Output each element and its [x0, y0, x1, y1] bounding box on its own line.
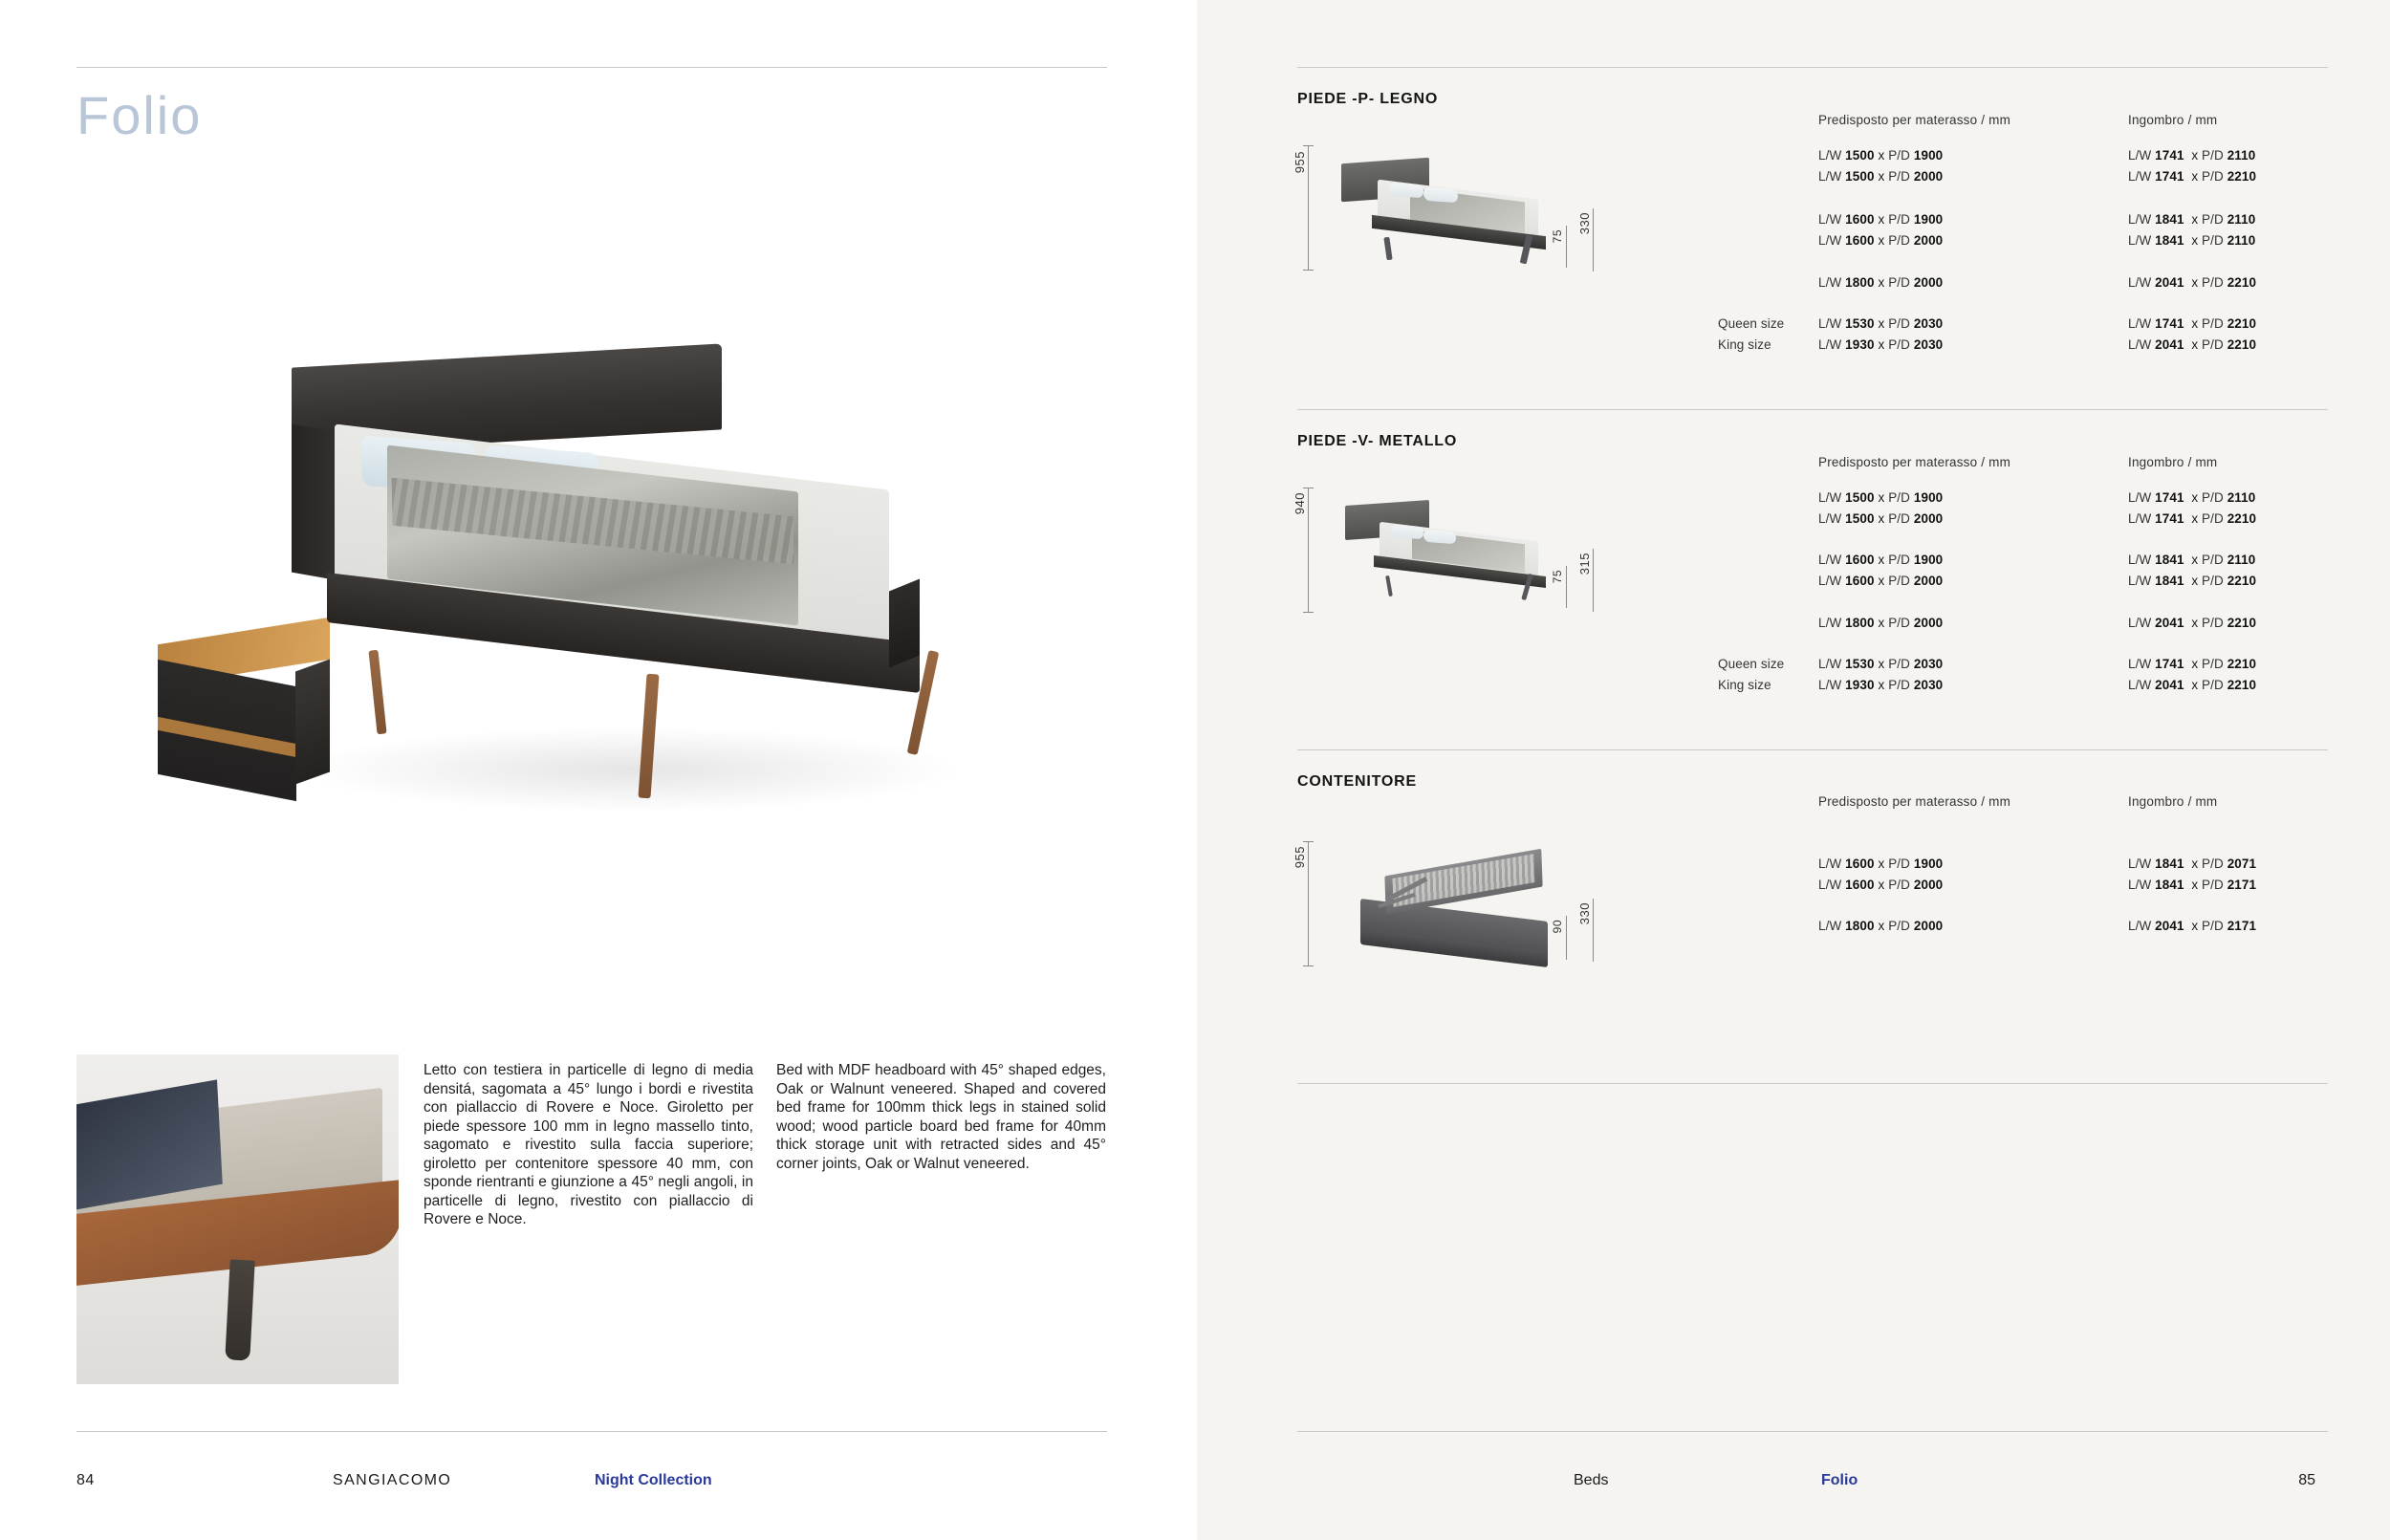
spec-row: L/W 1930 x P/D 2030	[1818, 337, 1944, 352]
description-italian	[424, 1061, 753, 1229]
frame-dimension-1: 75	[1551, 229, 1564, 244]
right-page	[1197, 0, 2390, 1540]
height-dimension-1: 955	[1293, 151, 1307, 174]
collection-name[interactable]: Night Collection	[595, 1472, 712, 1488]
page-title: Folio	[76, 85, 203, 145]
column-header-overall-3: Ingombro / mm	[2128, 794, 2218, 809]
floor-shadow	[296, 727, 966, 813]
title-rule	[76, 67, 1107, 68]
spec-row: L/W 1741 x P/D 2210	[2128, 316, 2257, 331]
footer-rule-right	[1297, 1431, 2328, 1432]
dim-tick	[1303, 270, 1314, 271]
spec-row: L/W 1800 x P/D 2000	[1818, 919, 1944, 933]
section-title-piede-p-legno: PIEDE -P- LEGNO	[1297, 91, 1439, 107]
spec-row: L/W 1500 x P/D 1900	[1818, 148, 1944, 163]
section-rule-3	[1297, 749, 2328, 750]
spec-row: L/W 1841 x P/D 2171	[2128, 878, 2257, 892]
spec-row: L/W 1530 x P/D 2030	[1818, 316, 1944, 331]
spec-row: L/W 1841 x P/D 2110	[2128, 553, 2256, 567]
frame-dimension-line-2	[1566, 566, 1567, 608]
spec-row: L/W 1741 x P/D 2210	[2128, 511, 2257, 526]
dim-tick	[1303, 612, 1314, 613]
total-dimension-1: 330	[1577, 212, 1592, 235]
section-rule-2	[1297, 409, 2328, 410]
bed-frame-side	[889, 579, 920, 668]
spec-row: L/W 2041 x P/D 2210	[2128, 275, 2257, 290]
spec-row: L/W 1600 x P/D 1900	[1818, 212, 1944, 227]
detail-photo	[76, 1054, 399, 1384]
spec-row: L/W 1841 x P/D 2210	[2128, 574, 2257, 588]
description-english	[776, 1061, 1106, 1173]
footer-rule-left	[76, 1431, 1107, 1432]
storage-unit-thumbnail	[1336, 841, 1565, 975]
bed-illustration	[57, 315, 1109, 813]
total-dimension-line-1	[1593, 208, 1594, 271]
left-page-footer	[0, 1472, 1197, 1510]
column-header-mattress-2: Predisposto per materasso / mm	[1818, 455, 2011, 469]
section-rule-1	[1297, 67, 2328, 68]
total-dimension-line-3	[1593, 899, 1594, 962]
spec-row: L/W 1600 x P/D 1900	[1818, 553, 1944, 567]
spec-row: L/W 1800 x P/D 2000	[1818, 616, 1944, 630]
description-italian-text: Letto con testiera in particelle di legno di media densitá, sagomata a 45° lungo i bordi e rivestita con piallaccio di Rovere e Noce. Giroletto per piede spessore 100 mm in legno massello tinto, sagomato e rivestito sulla faccia superiore; giroletto per contenitore spessore 40 mm, con sponde rientranti e giunzione a 45° negli angoli, in particelle di legno, rivestito con piallaccio di Rovere e Noce.	[424, 1062, 753, 1227]
section-title-contenitore: CONTENITORE	[1297, 773, 1417, 790]
spec-row-queen: Queen size	[1718, 657, 1785, 671]
spec-row: L/W 2041 x P/D 2210	[2128, 616, 2257, 630]
spec-row: L/W 1600 x P/D 2000	[1818, 233, 1944, 248]
spec-row: L/W 1741 x P/D 2210	[2128, 657, 2257, 671]
spec-row: L/W 1530 x P/D 2030	[1818, 657, 1944, 671]
spec-row-queen: Queen size	[1718, 316, 1785, 331]
spec-row-king: King size	[1718, 337, 1771, 352]
spec-row: L/W 1741 x P/D 2110	[2128, 148, 2256, 163]
frame-dimension-line-1	[1566, 226, 1567, 268]
height-dimension-line-3	[1308, 841, 1309, 965]
spec-row: L/W 1741 x P/D 2110	[2128, 490, 2256, 505]
section-rule-bottom	[1297, 1083, 2328, 1084]
height-dimension-2: 940	[1293, 492, 1307, 515]
spec-row: L/W 1600 x P/D 2000	[1818, 574, 1944, 588]
height-dimension-line-1	[1308, 145, 1309, 270]
section-title-piede-v-metallo: PIEDE -V- METALLO	[1297, 433, 1458, 449]
spec-row: L/W 1600 x P/D 1900	[1818, 857, 1944, 871]
frame-dimension-line-3	[1566, 916, 1567, 960]
dim-tick	[1303, 145, 1314, 146]
column-header-overall-2: Ingombro / mm	[2128, 455, 2218, 469]
bed-thumbnail-piede-p-legno	[1336, 143, 1555, 277]
spec-row: L/W 1841 x P/D 2110	[2128, 233, 2256, 248]
spec-row: L/W 1930 x P/D 2030	[1818, 678, 1944, 692]
total-dimension-2: 315	[1577, 553, 1592, 575]
spec-row: L/W 1841 x P/D 2110	[2128, 212, 2256, 227]
bed-thumbnail-piede-v-metallo	[1336, 486, 1555, 619]
bed-leg	[368, 650, 386, 735]
column-header-mattress-3: Predisposto per materasso / mm	[1818, 794, 2011, 809]
spec-row-king: King size	[1718, 678, 1771, 692]
spec-row: L/W 1800 x P/D 2000	[1818, 275, 1944, 290]
frame-dimension-2: 75	[1551, 570, 1564, 584]
dim-tick	[1303, 965, 1314, 966]
hero-product-photo	[57, 315, 1109, 813]
footer-product[interactable]: Folio	[1821, 1472, 1858, 1488]
total-dimension-line-2	[1593, 549, 1594, 612]
nightstand-illustration	[158, 631, 339, 822]
spec-row: L/W 2041 x P/D 2210	[2128, 337, 2257, 352]
spec-row: L/W 2041 x P/D 2210	[2128, 678, 2257, 692]
spec-row: L/W 1841 x P/D 2071	[2128, 857, 2257, 871]
brand-name: SANGIACOMO	[333, 1472, 452, 1488]
spec-row: L/W 1500 x P/D 2000	[1818, 511, 1944, 526]
spec-row: L/W 1741 x P/D 2210	[2128, 169, 2257, 184]
spec-row: L/W 2041 x P/D 2171	[2128, 919, 2257, 933]
column-header-mattress-1: Predisposto per materasso / mm	[1818, 113, 2011, 127]
frame-dimension-3: 90	[1551, 920, 1564, 934]
height-dimension-line-2	[1308, 488, 1309, 612]
description-english-text: Bed with MDF headboard with 45° shaped edges, Oak or Walnunt veneered. Shaped and covered bed frame for 100mm thick legs in stained solid wood; wood particle board bed frame for 40mm thick storage unit with retracted sides and 45° corner joints, Oak or Walnut veneered.	[776, 1062, 1106, 1172]
spec-row: L/W 1600 x P/D 2000	[1818, 878, 1944, 892]
height-dimension-3: 955	[1293, 846, 1307, 869]
left-page-number: 84	[76, 1472, 95, 1488]
column-header-overall-1: Ingombro / mm	[2128, 113, 2218, 127]
footer-category: Beds	[1574, 1472, 1609, 1488]
spec-row: L/W 1500 x P/D 1900	[1818, 490, 1944, 505]
dim-tick	[1303, 841, 1314, 842]
right-page-footer	[1197, 1472, 2390, 1510]
right-page-number: 85	[2298, 1472, 2315, 1488]
spec-row: L/W 1500 x P/D 2000	[1818, 169, 1944, 184]
total-dimension-3: 330	[1577, 902, 1592, 925]
